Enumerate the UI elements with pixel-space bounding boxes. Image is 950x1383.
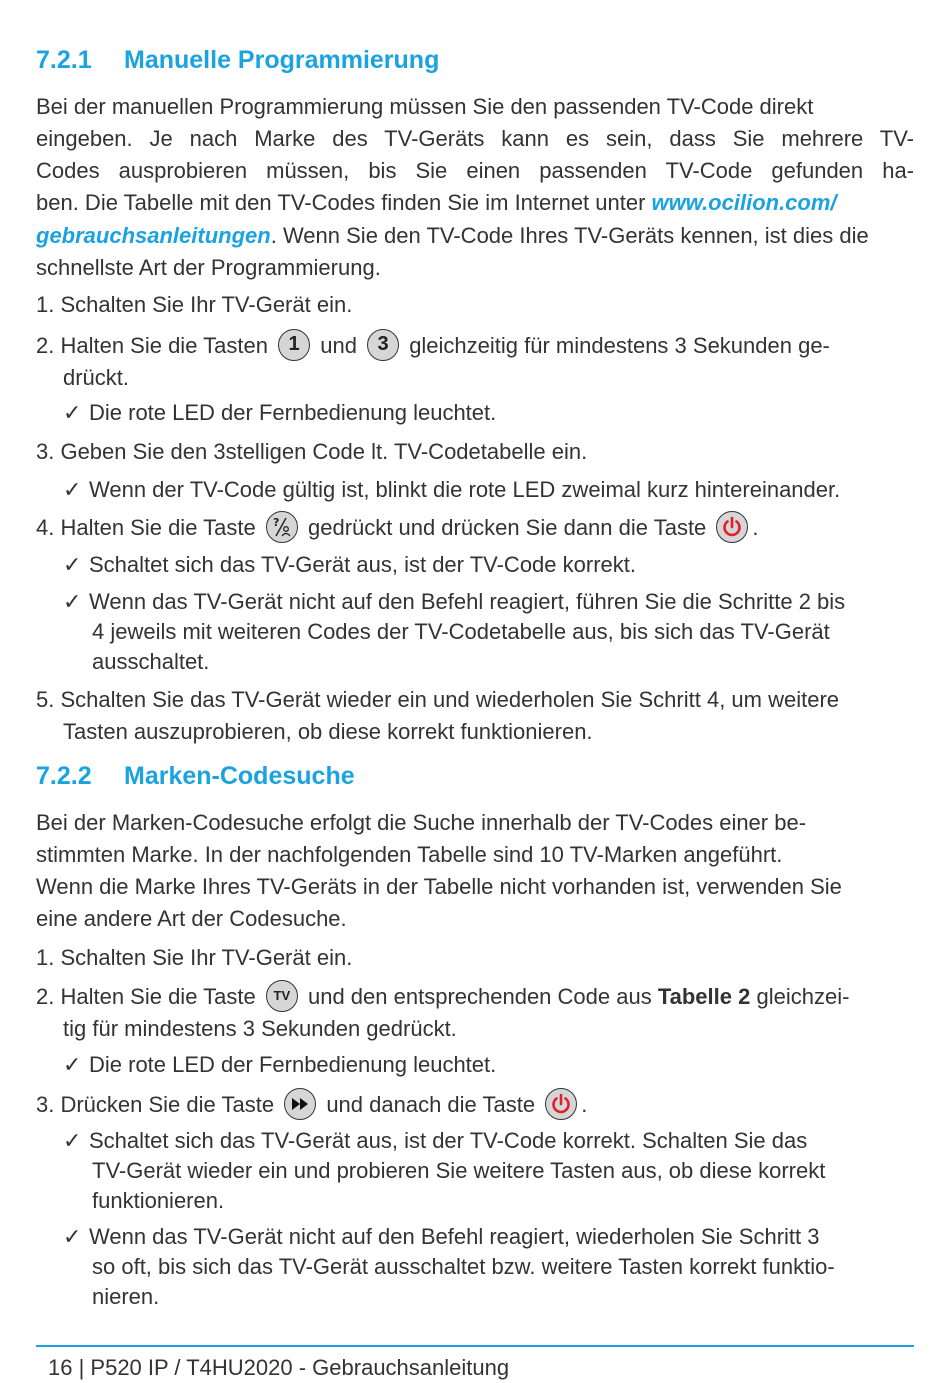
checkmark-icon: ✓ [63, 1128, 82, 1153]
power-key-icon [716, 511, 748, 543]
tv-key-icon: TV [266, 980, 298, 1012]
check-text: Die rote LED der Fernbedienung leuchtet. [89, 400, 497, 425]
paragraph-line: Bei der manuellen Programmierung müssen Sie den passenden TV-Code direkt [36, 94, 814, 119]
key-3-icon: 3 [367, 329, 399, 361]
step-2-cont: tig für mindestens 3 Sekunden gedrückt. [63, 1016, 457, 1041]
check-text: Schaltet sich das TV-Gerät aus, ist der TV-Code korrekt. Schalten Sie das [89, 1128, 808, 1153]
step-3 [36, 1089, 587, 1122]
check-item [63, 397, 496, 429]
key-percent-person-icon [266, 511, 298, 543]
table-reference: Tabelle 2 [657, 984, 751, 1009]
text-run: . [752, 515, 759, 540]
check-text: Wenn das TV-Gerät nicht auf den Befehl reagiert, führen Sie die Schritte 2 bis [89, 589, 846, 614]
check-item [63, 1125, 807, 1157]
paragraph-line [36, 187, 837, 219]
step-5: 5. Schalten Sie das TV-Gerät wieder ein und wiederholen Sie Schritt 4, um weitere [36, 687, 840, 712]
checkmark-icon: ✓ [63, 552, 82, 577]
check-item [63, 549, 636, 581]
section-title: Marken-Codesuche [124, 762, 355, 790]
svg-text:?: ? [272, 516, 280, 530]
check-item [63, 1049, 496, 1081]
step-2 [36, 330, 830, 363]
checkmark-icon: ✓ [63, 400, 82, 425]
text-run: 2. Halten Sie die Taste [36, 984, 256, 1009]
paragraph-line [36, 220, 869, 252]
step-5-cont: Tasten auszuprobieren, ob diese korrekt funktionieren. [63, 719, 593, 744]
text-run: ben. Die Tabelle mit den TV-Codes finden Sie im Internet unter [36, 190, 652, 215]
paragraph-line: schnellste Art der Programmierung. [36, 255, 381, 280]
paragraph-line: stimmten Marke. In der nachfolgenden Tabelle sind 10 TV-Marken angeführt. [36, 842, 783, 867]
text-run: und danach die Taste [326, 1092, 536, 1117]
fast-forward-key-icon [284, 1088, 316, 1120]
section-title: Manuelle Programmierung [124, 46, 440, 74]
text-run: gedrückt und drücken Sie dann die Taste [307, 515, 707, 540]
text-run: gleichzei- [756, 984, 850, 1009]
check-text-cont: funktionieren. [92, 1188, 225, 1213]
check-text-cont: TV-Gerät wieder ein und probieren Sie weitere Tasten aus, ob diese korrekt [92, 1158, 826, 1183]
page-footer: 16 | P520 IP / T4HU2020 - Gebrauchsanleitung [48, 1355, 510, 1380]
step-2-cont: drückt. [63, 365, 130, 390]
paragraph-line: eingeben. Je nach Marke des TV-Geräts kann es sein, dass Sie mehrere TV- [36, 126, 914, 151]
text-run: und den entsprechenden Code aus [307, 984, 652, 1009]
section-heading-7-2-2 [36, 761, 355, 791]
checkmark-icon: ✓ [63, 589, 82, 614]
check-text-cont: nieren. [92, 1284, 160, 1309]
paragraph-line: Wenn die Marke Ihres TV-Geräts in der Tabelle nicht vorhanden ist, verwenden Sie [36, 874, 842, 899]
check-item [63, 474, 840, 506]
text-run: und [320, 333, 357, 358]
section-number: 7.2.1 [36, 46, 92, 74]
text-run: 4. Halten Sie die Taste [36, 515, 256, 540]
checkmark-icon: ✓ [63, 1052, 82, 1077]
step-1: 1. Schalten Sie Ihr TV-Gerät ein. [36, 292, 353, 317]
check-text-cont: 4 jeweils mit weiteren Codes der TV-Codetabelle aus, bis sich das TV-Gerät [92, 619, 830, 644]
text-run: 2. Halten Sie die Tasten [36, 333, 268, 358]
step-4 [36, 512, 759, 545]
paragraph-line: eine andere Art der Codesuche. [36, 906, 347, 931]
text-run: gleichzeitig für mindestens 3 Sekunden ge- [409, 333, 830, 358]
key-1-icon: 1 [278, 329, 310, 361]
paragraph-line: Bei der Marken-Codesuche erfolgt die Suche innerhalb der TV-Codes einer be- [36, 810, 807, 835]
checkmark-icon: ✓ [63, 477, 82, 502]
step-2 [36, 981, 849, 1014]
check-text: Schaltet sich das TV-Gerät aus, ist der TV-Code korrekt. [89, 552, 636, 577]
link-ocilion[interactable]: www.ocilion.com/ [651, 190, 837, 215]
section-number: 7.2.2 [36, 762, 92, 790]
check-item [63, 586, 845, 618]
check-text-cont: so oft, bis sich das TV-Gerät ausschaltet bzw. weitere Tasten korrekt funktio- [92, 1254, 835, 1279]
power-key-icon [545, 1088, 577, 1120]
link-ocilion-cont[interactable]: gebrauchsanleitungen [36, 223, 271, 248]
check-text: Wenn der TV-Code gültig ist, blinkt die rote LED zweimal kurz hintereinander. [89, 477, 841, 502]
check-text: Wenn das TV-Gerät nicht auf den Befehl reagiert, wiederholen Sie Schritt 3 [89, 1224, 820, 1249]
text-run: 3. Drücken Sie die Taste [36, 1092, 275, 1117]
step-1: 1. Schalten Sie Ihr TV-Gerät ein. [36, 945, 353, 970]
text-run: . [581, 1092, 588, 1117]
check-item [63, 1221, 820, 1253]
check-text-cont: ausschaltet. [92, 649, 210, 674]
footer-divider [36, 1345, 914, 1347]
check-text: Die rote LED der Fernbedienung leuchtet. [89, 1052, 497, 1077]
text-run: . Wenn Sie den TV-Code Ihres TV-Geräts kennen, ist dies die [270, 223, 869, 248]
section-heading-7-2-1 [36, 45, 439, 75]
step-3: 3. Geben Sie den 3stelligen Code lt. TV-Codetabelle ein. [36, 439, 588, 464]
paragraph-line: Codes ausprobieren müssen, bis Sie einen passenden TV-Code gefunden ha- [36, 158, 914, 183]
checkmark-icon: ✓ [63, 1224, 82, 1249]
